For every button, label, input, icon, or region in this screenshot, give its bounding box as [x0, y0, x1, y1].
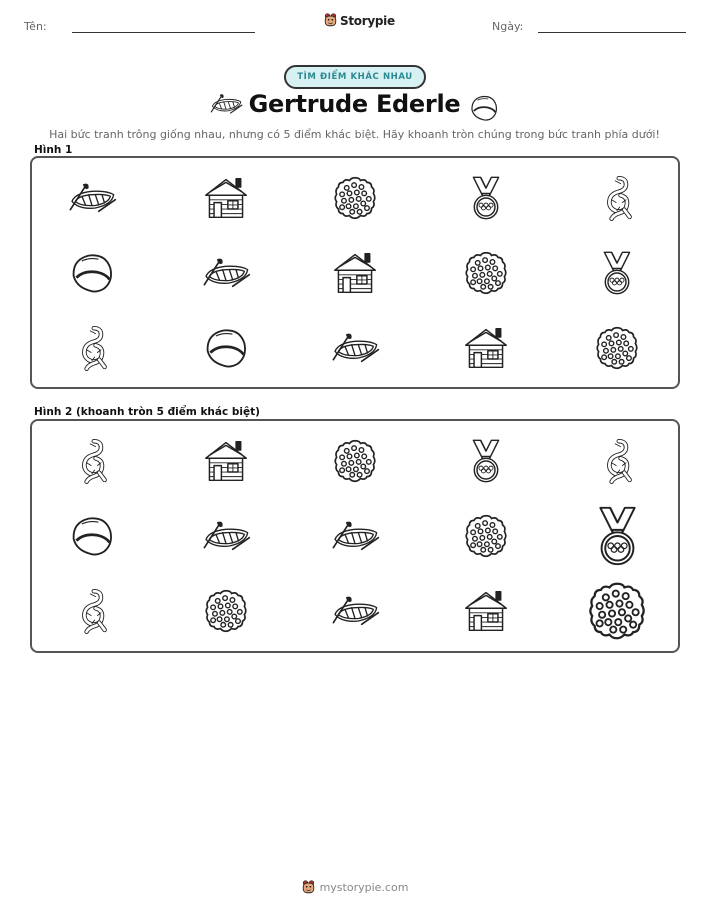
sponge-cell [332, 175, 378, 221]
boat-icon [330, 594, 380, 628]
picture2-label: Hình 2 (khoanh tròn 5 điểm khác biệt) [34, 406, 260, 418]
boat-cell[interactable] [330, 519, 380, 553]
cabin-icon [463, 325, 509, 371]
cabin-cell [463, 325, 509, 371]
sponge-cell[interactable] [332, 438, 378, 484]
medal-cell [599, 250, 635, 296]
medal-cell[interactable] [593, 505, 642, 567]
boat-icon [67, 181, 117, 215]
rope-cell[interactable] [599, 438, 635, 484]
rope-cell [599, 175, 635, 221]
swim-cap-cell[interactable] [69, 513, 115, 559]
swim-cap-icon [69, 513, 115, 559]
rope-cell[interactable] [74, 438, 110, 484]
medal-cell [468, 175, 504, 221]
cabin-icon [463, 588, 509, 634]
page-title: Gertrude Ederle [248, 90, 461, 118]
cabin-cell [203, 175, 249, 221]
rope-icon [74, 588, 110, 634]
brand-name: Storypie [340, 13, 395, 28]
sponge-icon [594, 325, 640, 371]
medal-icon [593, 505, 642, 567]
rope-icon [74, 438, 110, 484]
sponge-cell[interactable] [463, 513, 509, 559]
storypie-logo [323, 13, 395, 28]
swim-cap-icon [469, 93, 499, 123]
rope-icon [599, 175, 635, 221]
rope-cell [74, 325, 110, 371]
name-label: Tên: [24, 20, 47, 33]
boat-cell [330, 331, 380, 365]
cabin-icon [332, 250, 378, 296]
storypie-mascot-icon [301, 880, 316, 895]
name-field[interactable] [72, 32, 255, 33]
sponge-cell[interactable] [586, 580, 648, 642]
sponge-icon [332, 438, 378, 484]
footer-site: mystorypie.com [319, 881, 409, 894]
boat-icon [330, 331, 380, 365]
picture1-label: Hình 1 [34, 144, 73, 156]
cabin-cell[interactable] [203, 438, 249, 484]
swim-cap-icon [69, 250, 115, 296]
date-label: Ngày: [492, 20, 524, 33]
swim-cap-cell [203, 325, 249, 371]
picture2-panel[interactable] [30, 419, 680, 653]
cabin-cell [332, 250, 378, 296]
sponge-icon [586, 580, 648, 642]
cabin-icon [203, 438, 249, 484]
sponge-cell[interactable] [203, 588, 249, 634]
rope-icon [74, 325, 110, 371]
medal-icon [468, 438, 504, 484]
boat-icon [201, 519, 251, 553]
swim-cap-cell [69, 250, 115, 296]
cabin-cell[interactable] [463, 588, 509, 634]
storypie-mascot-icon [323, 13, 338, 28]
activity-badge: TÌM ĐIỂM KHÁC NHAU [284, 65, 426, 89]
rope-cell[interactable] [74, 588, 110, 634]
footer [0, 880, 709, 895]
swim-cap-icon [203, 325, 249, 371]
cabin-icon [203, 175, 249, 221]
medal-icon [468, 175, 504, 221]
picture1-panel [30, 156, 680, 389]
sponge-cell [463, 250, 509, 296]
sponge-icon [332, 175, 378, 221]
boat-icon [201, 256, 251, 290]
boat-cell [67, 181, 117, 215]
boat-cell[interactable] [201, 519, 251, 553]
medal-icon [599, 250, 635, 296]
date-field[interactable] [538, 32, 686, 33]
boat-icon [330, 519, 380, 553]
medal-cell[interactable] [468, 438, 504, 484]
instructions: Hai bức tranh trông giống nhau, nhưng có 5 điểm khác biệt. Hãy khoanh tròn chúng trong bức tranh phía dưới! [49, 128, 660, 141]
boat-cell [201, 256, 251, 290]
sponge-cell [594, 325, 640, 371]
sponge-icon [463, 513, 509, 559]
sponge-icon [463, 250, 509, 296]
rope-icon [599, 438, 635, 484]
boat-cell[interactable] [330, 594, 380, 628]
sponge-icon [203, 588, 249, 634]
